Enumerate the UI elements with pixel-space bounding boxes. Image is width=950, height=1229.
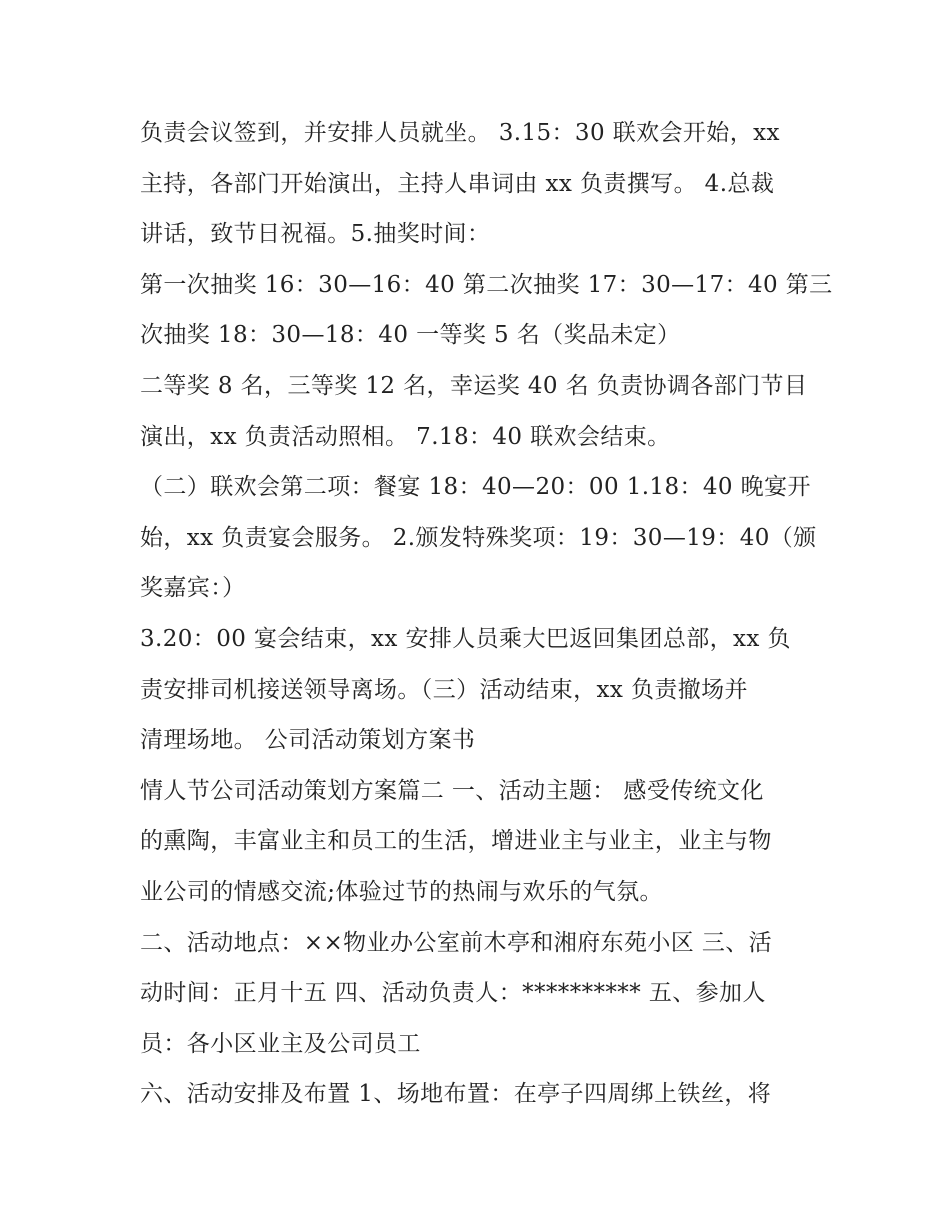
- text-line: 六、活动安排及布置 1、场地布置：在亭子四周绑上铁丝，将: [140, 1081, 772, 1108]
- text-line: 动时间：正月十五 四、活动负责人：********** 五、参加人: [140, 980, 766, 1007]
- text-line: 员：各小区业主及公司员工: [140, 1030, 421, 1057]
- text-line: 次抽奖 18：30—18：40 一等奖 5 名（奖品未定）: [140, 322, 681, 349]
- document-body: [140, 108, 833, 1120]
- text-line: 业公司的情感交流;体验过节的热闹与欢乐的气氛。: [140, 878, 663, 905]
- text-line: 主持，各部门开始演出，主持人串词由 xx 负责撰写。 4.总裁: [140, 170, 775, 197]
- text-line: 责安排司机接送领导离场。（三）活动结束，xx 负责撤场并: [140, 676, 748, 703]
- text-line: 奖嘉宾：）: [140, 575, 246, 602]
- text-line: 第一次抽奖 16：30—16：40 第二次抽奖 17：30—17：40 第三: [140, 271, 833, 298]
- text-line: 始，xx 负责宴会服务。 2.颁发特殊奖项：19：30—19：40（颁: [140, 524, 817, 551]
- text-line: 的熏陶，丰富业主和员工的生活，增进业主与业主，业主与物: [140, 828, 772, 855]
- text-line: 情人节公司活动策划方案篇二 一、活动主题： 感受传统文化: [140, 777, 764, 804]
- text-line: 3.20：00 宴会结束，xx 安排人员乘大巴返回集团总部，xx 负: [140, 625, 791, 652]
- text-line: 讲话，致节日祝福。5.抽奖时间：: [140, 221, 491, 248]
- text-line: 二等奖 8 名，三等奖 12 名，幸运奖 40 名 负责协调各部门节目: [140, 372, 808, 399]
- text-line: 负责会议签到，并安排人员就坐。 3.15：30 联欢会开始，xx: [140, 120, 780, 146]
- text-line: 二、活动地点：××物业办公室前木亭和湘府东苑小区 三、活: [140, 929, 773, 956]
- text-line: （二）联欢会第二项：餐宴 18：40—20：00 1.18：40 晚宴开: [140, 474, 811, 501]
- text-line: 演出，xx 负责活动照相。 7.18：40 联欢会结束。: [140, 423, 671, 450]
- text-line: 清理场地。 公司活动策划方案书: [140, 727, 476, 754]
